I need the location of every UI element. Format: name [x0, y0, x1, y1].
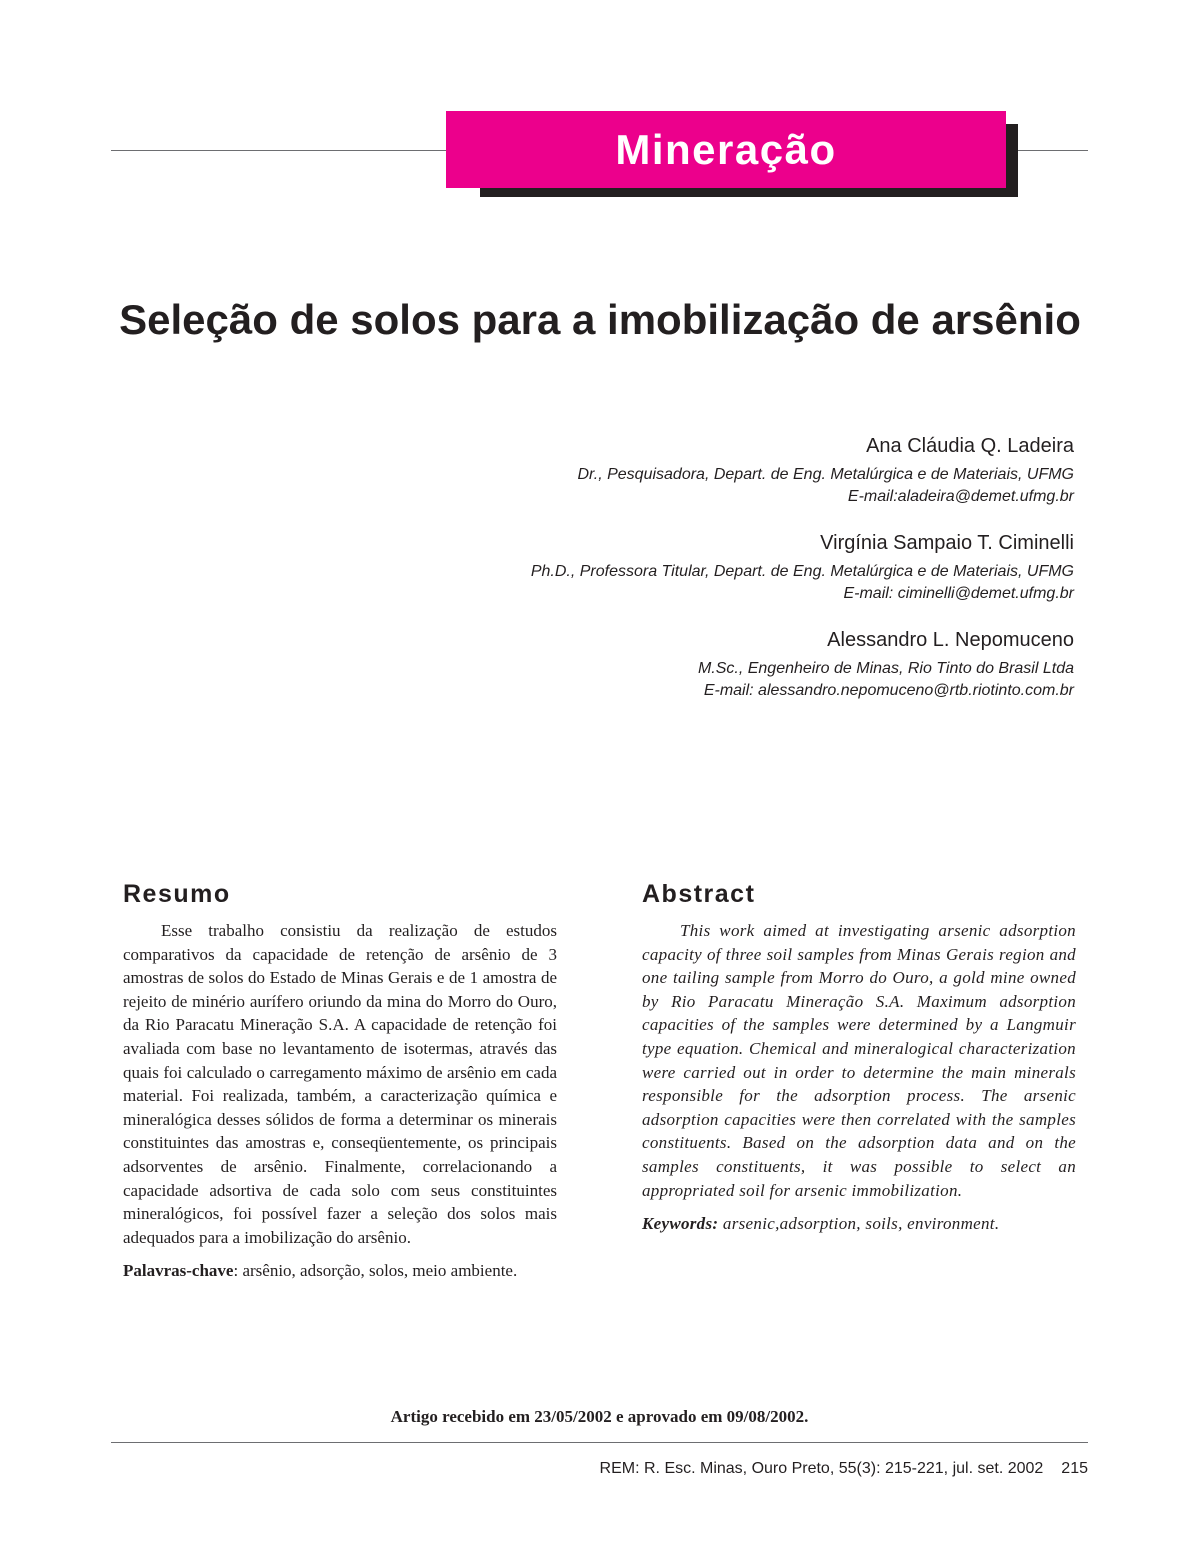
author-name: Alessandro L. Nepomuceno [827, 629, 1074, 651]
author-affiliation: Dr., Pesquisadora, Depart. de Eng. Metalúrgica e de Materiais, UFMG [577, 466, 1074, 483]
author-email: E-mail: ciminelli@demet.ufmg.br [843, 585, 1074, 602]
author-affiliation: Ph.D., Professora Titular, Depart. de Eng. Metalúrgica e de Materiais, UFMG [530, 563, 1074, 580]
header-rule-right [1006, 150, 1088, 151]
author-3 [314, 626, 1074, 702]
footer [600, 1460, 1088, 1478]
resumo-keywords [123, 1259, 557, 1283]
author-name: Ana Cláudia Q. Ladeira [866, 435, 1074, 457]
author-email: E-mail: alessandro.nepomuceno@rtb.riotinto.com.br [703, 682, 1074, 699]
journal-citation: REM: R. Esc. Minas, Ouro Preto, 55(3): 215-221, jul. set. 2002 [599, 1460, 1044, 1477]
article-title: Seleção de solos para a imobilização de arsênio [119, 296, 1081, 343]
author-1 [314, 432, 1074, 508]
abstract-column [642, 919, 1076, 1253]
section-banner: Mineração [446, 111, 1006, 188]
author-2 [314, 529, 1074, 605]
author-affiliation: M.Sc., Engenheiro de Minas, Rio Tinto do Brasil Ltda [697, 660, 1074, 677]
abstract-heading: Abstract [642, 880, 756, 908]
header-rule-left [111, 150, 447, 151]
page-number: 215 [1061, 1460, 1088, 1477]
author-name: Virgínia Sampaio T. Ciminelli [820, 532, 1074, 554]
keywords-list: arsenic,adsorption, soils, environment. [718, 1214, 1000, 1234]
received-note: Artigo recebido em 23/05/2002 e aprovado em 09/08/2002. [390, 1407, 809, 1426]
keywords-label: Palavras-chave [123, 1261, 234, 1281]
keywords-list: : arsênio, adsorção, solos, meio ambiente. [233, 1261, 518, 1281]
abstract-text: This work aimed at investigating arsenic adsorption capacity of three soil samples from Minas Gerais region and one tailing sample from Morro do Ouro, a gold mine owned by Rio Paracatu Mineração S.A. Maximum adsorption capacities of the samples were determined by a Langmuir type equation. Chemical and mineralogical characterization were carried out in order to determine the main minerals responsible for the adsorption process. The arsenic adsorption capacities were then correlated with the samples constituents. Based on the adsorption data and on the samples constituents, it was possible to select an appropriated soil for arsenic immobilization. [642, 921, 1076, 1200]
abstract-keywords [642, 1212, 1076, 1236]
author-email: E-mail:aladeira@demet.ufmg.br [847, 488, 1074, 505]
authors-block [314, 432, 1074, 723]
resumo-heading: Resumo [123, 880, 231, 908]
resumo-text: Esse trabalho consistiu da realização de estudos comparativos da capacidade de retenção de arsênio de 3 amostras de solos do Estado de Minas Gerais e de 1 amostra de rejeito de minério aurífero oriundo da mina do Morro do Ouro, da Rio Paracatu Mineração S.A. A capacidade de retenção foi avaliada com base no levantamento de isotermas, através das quais foi calculado o carregamento máximo de arsênio em cada material. Foi realizada, também, a caracterização química e mineralógica desses sólidos de forma a determinar os minerais constituintes das amostras e, conseqüentemente, os principais adsorventes de arsênio. Finalmente, correlacionando a capacidade adsortiva de cada solo com seus constituintes mineralógicos, foi possível fazer a seleção dos solos mais adequados para a imobilização do arsênio. [123, 921, 557, 1247]
footer-rule [111, 1442, 1088, 1443]
keywords-label: Keywords: [642, 1214, 719, 1234]
resumo-column [123, 919, 557, 1300]
